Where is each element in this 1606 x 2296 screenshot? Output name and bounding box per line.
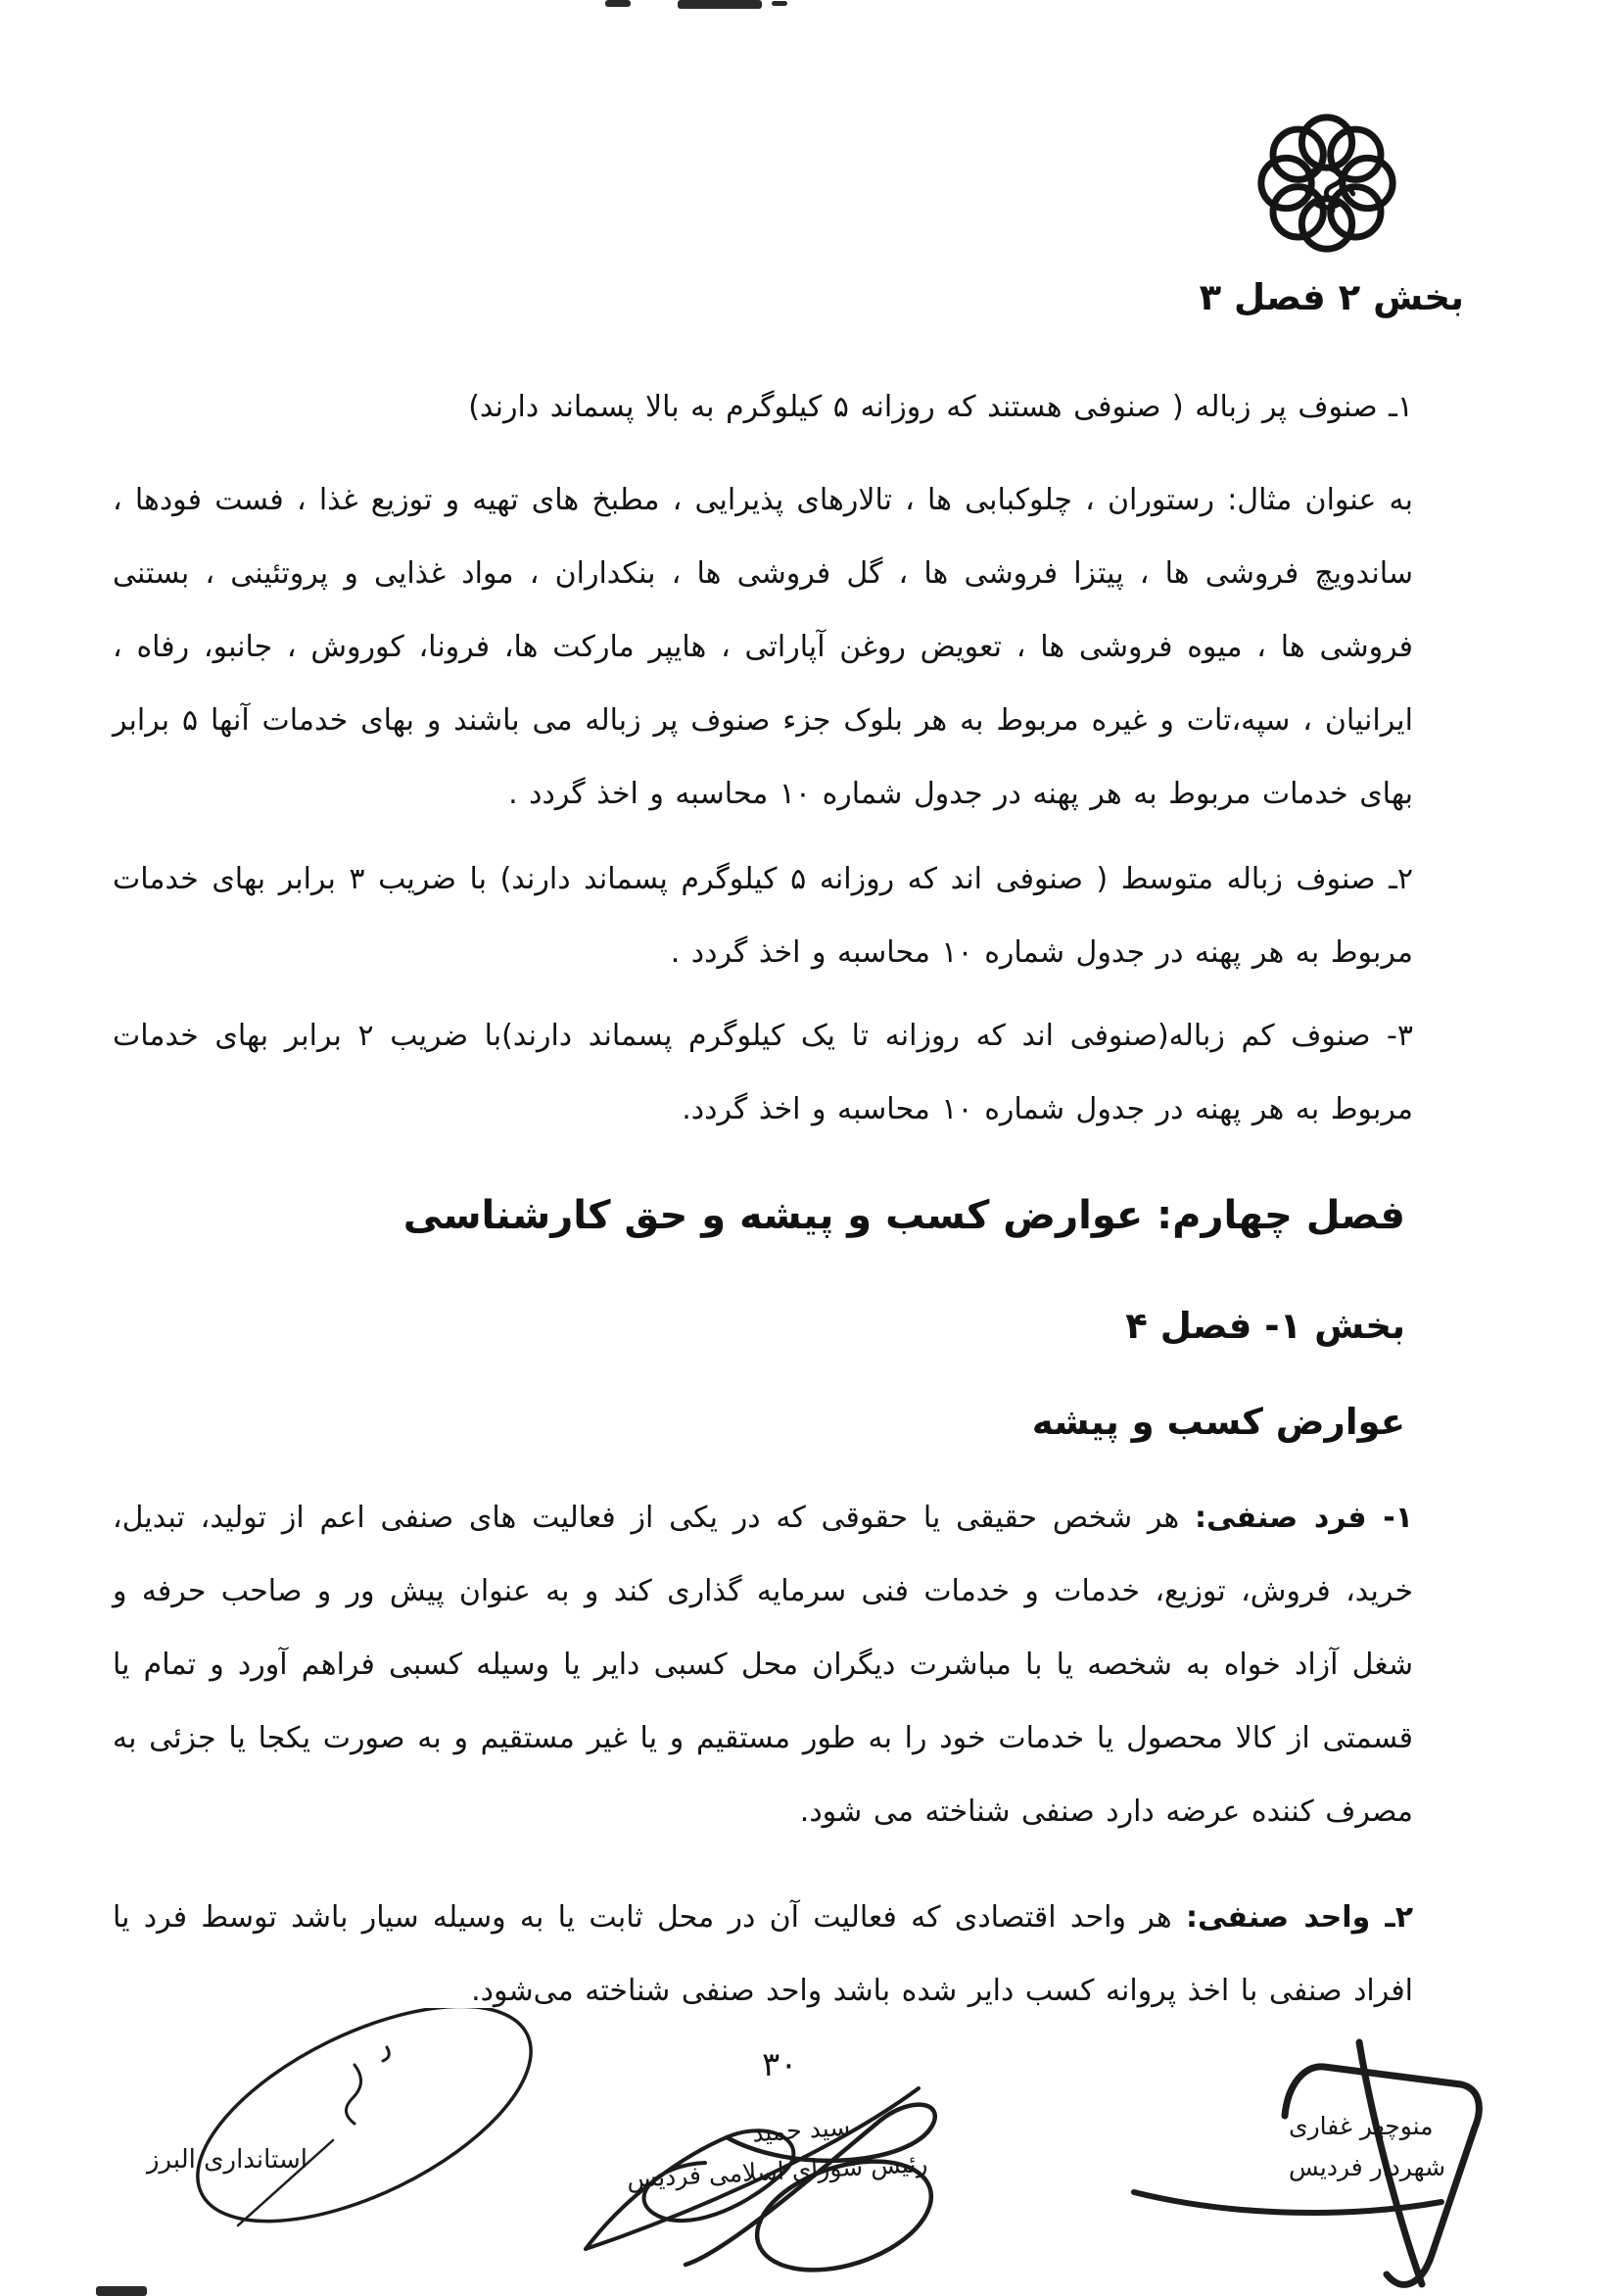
heading-section2-chapter3: بخش ۲ فصل ۳ — [1199, 276, 1464, 318]
paragraph-text: ۱ـ صنوف پر زباله ( صنوفی هستند که روزانه ۵ کیلوگرم به بالا پسماند دارند) — [468, 390, 1413, 424]
signature-center-title: رئیس شورای اسلامی فردیس — [626, 2148, 929, 2194]
signature-block — [0, 2008, 1606, 2296]
heading-section1-chapter4: بخش ۱- فصل ۴ — [1125, 1305, 1405, 1347]
scan-artifact-bottom — [96, 2286, 147, 2296]
paragraph-high-waste-guilds — [113, 370, 1413, 444]
heading-chapter4: فصل چهارم: عوارض کسب و پیشه و حق کارشناسی — [402, 1193, 1405, 1238]
signature-left-title: استانداری البرز — [147, 2145, 307, 2175]
signature-right-title: شهردار فردیس — [1289, 2153, 1446, 2181]
scan-artifact-top — [605, 0, 631, 7]
scan-artifact-top — [772, 1, 787, 6]
page-number: ۳۰ — [762, 2045, 798, 2084]
paragraph-text: به عنوان مثال: رستوران ، چلوکبابی ها ، تالارهای پذیرایی ، مطبخ های تهیه و توزیع غذا ، فست فودها ، ساندویچ فروشی ها ، پیتزا فروشی ها ، گل فروشی ها ، بنکداران ، مواد غذایی و پروتئینی ، بستنی فروشی ها ، میوه فروشی ها ، تعویض روغن آپاراتی ، هایپر مارکت ها، فرونا، کوروش ، جانبو، رفاه ، ایرانیان ، سپه،تات و غیره مربوط به هر بلوک جزء صنوف پر زباله می باشند و بهای خدمات آنها ۵ برابر بهای خدمات مربوط به هر پهنه در جدول شماره ۱۰ محاسبه و اخذ گردد . — [113, 483, 1413, 811]
scan-artifact-top — [678, 0, 762, 9]
definition-term: ۱- فرد صنفی: — [1195, 1501, 1414, 1535]
signature-center-name: سید حمید — [751, 2112, 852, 2148]
paragraph-text: هر شخص حقیقی یا حقوقی که در یکی از فعالیت های صنفی اعم از تولید، تبدیل، خرید، فروش، توزیع، خدمات و خدمات فنی سرمایه گذاری کند و به عنوان پیش ور و صاحب حرفه و شغل آزاد خواه به شخصه یا با مباشرت دیگران محل کسبی دایر یا وسیله کسبی فراهم آورد و تمام یا قسمتی از کالا محصول یا خدمات خود را به طور مستقیم و یا غیر مستقیم و به صورت یکجا یا جزئی به مصرف کننده عرضه دارد صنفی شناخته می شود. — [113, 1501, 1413, 1829]
paragraph-low-waste-guilds — [113, 999, 1413, 1146]
municipality-emblem-icon — [1250, 96, 1404, 274]
paragraph-examples — [113, 463, 1413, 831]
paragraph-text: ۲ـ صنوف زباله متوسط ( صنوفی اند که روزانه ۵ کیلوگرم پسماند دارند) با ضریب ۳ برابر بهای خدمات مربوط به هر پهنه در جدول شماره ۱۰ محاسبه و اخذ گردد . — [113, 862, 1413, 970]
paragraph-text: ۳- صنوف کم زباله(صنوفی اند که روزانه تا یک کیلوگرم پسماند دارند)با ضریب ۲ برابر بهای خدمات مربوط به هر پهنه در جدول شماره ۱۰ محاسبه و اخذ گردد. — [113, 1019, 1413, 1126]
paragraph-guild-person-definition — [113, 1481, 1413, 1848]
heading-business-levies: عوارض کسب و پیشه — [1031, 1401, 1405, 1443]
paragraph-medium-waste-guilds — [113, 842, 1413, 989]
paragraph-guild-unit-definition — [113, 1881, 1413, 2028]
signature-right-name: منوچهر غفاری — [1289, 2112, 1434, 2140]
definition-term: ۲ـ واحد صنفی: — [1185, 1900, 1413, 1935]
paragraph-text: هر واحد اقتصادی که فعالیت آن در محل ثابت یا به وسیله سیار باشد توسط فرد یا افراد صنفی با اخذ پروانه کسب دایر شده باشد واحد صنفی شناخته می‌شود. — [113, 1900, 1413, 2008]
